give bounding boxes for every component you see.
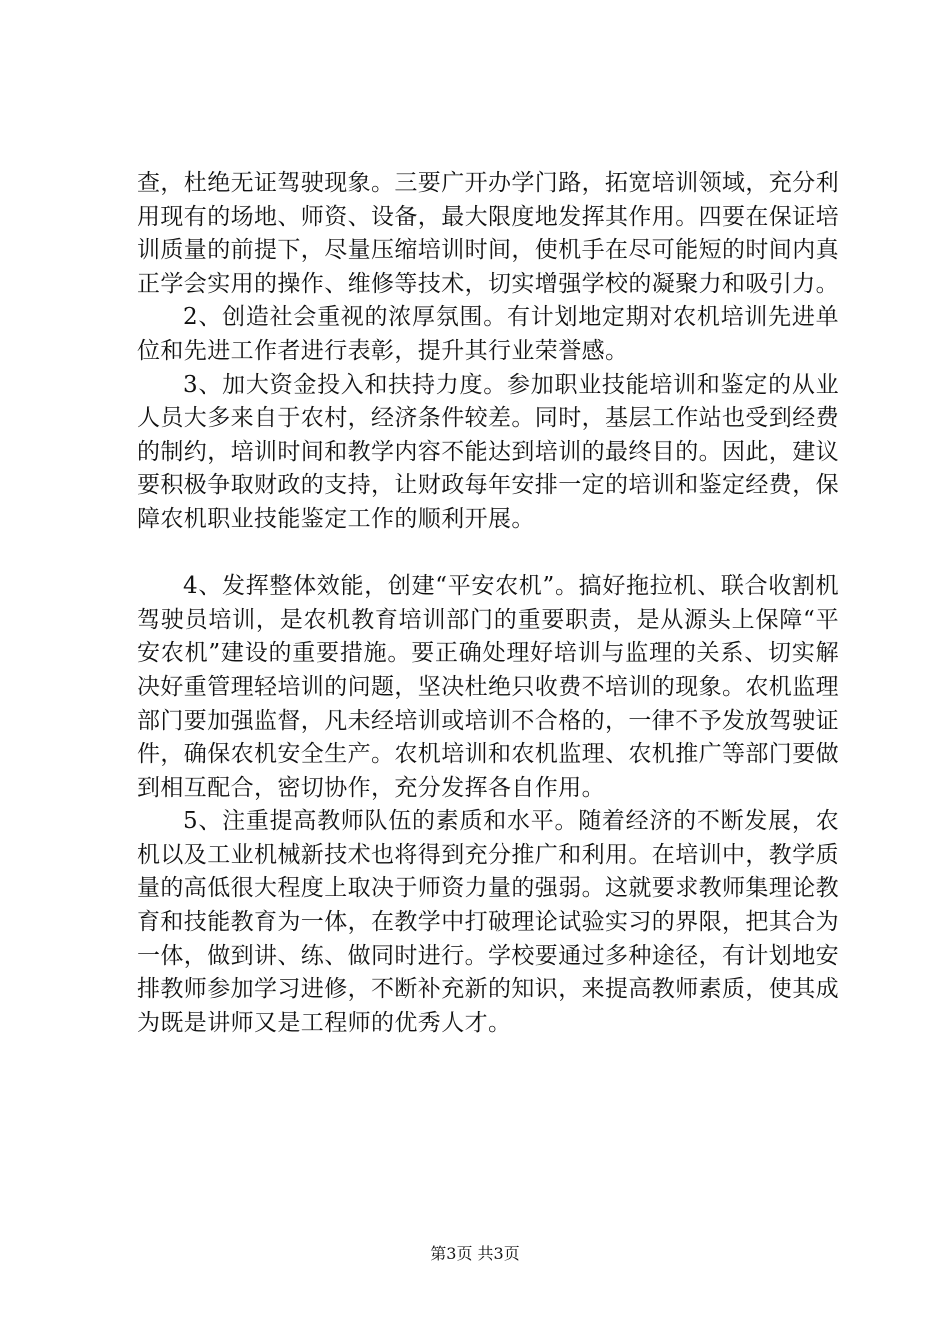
document-body bbox=[137, 167, 839, 1040]
paragraph-item-5: 5、注重提高教师队伍的素质和水平。随着经济的不断发展，农机以及工业机械新技术也将得到充分推广和利用。在培训中，教学质量的高低很大程度上取决于师资力量的强弱。这就要求教师集理论教育和技能教育为一体，在教学中打破理论试验实习的界限，把其合为一体，做到讲、练、做同时进行。学校要通过多种途径，有计划地安排教师参加学习进修，不断补充新的知识，来提高教师素质，使其成为既是讲师又是工程师的优秀人才。 bbox=[137, 808, 839, 1036]
paragraph-continuation: 查，杜绝无证驾驶现象。三要广开办学门路，拓宽培训领域，充分利用现有的场地、师资、设备，最大限度地发挥其作用。四要在保证培训质量的前提下，尽量压缩培训时间，使机手在尽可能短的时间内真正学会实用的操作、维修等技术，切实增强学校的凝聚力和吸引力。 bbox=[137, 170, 839, 297]
paragraph-item-3: 3、加大资金投入和扶持力度。参加职业技能培训和鉴定的从业人员大多来自于农村，经济条件较差。同时，基层工作站也受到经费的制约，培训时间和教学内容不能达到培训的最终目的。因此，建议要积极争取财政的支持，让财政每年安排一定的培训和鉴定经费，保障农机职业技能鉴定工作的顺利开展。 bbox=[137, 371, 839, 532]
page-footer: 第3页 共3页 bbox=[430, 1244, 520, 1263]
paragraph-item-2: 2、创造社会重视的浓厚氛围。有计划地定期对农机培训先进单位和先进工作者进行表彰，提升其行业荣誉感。 bbox=[137, 304, 839, 364]
paragraph-item-4: 4、发挥整体效能，创建“平安农机”。搞好拖拉机、联合收割机驾驶员培训，是农机教育培训部门的重要职责，是从源头上保障“平安农机”建设的重要措施。要正确处理好培训与监理的关系、切实解决好重管理轻培训的问题，坚决杜绝只收费不培训的现象。农机监理部门要加强监督，凡未经培训或培训不合格的，一律不予发放驾驶证件，确保农机安全生产。农机培训和农机监理、农机推广等部门要做到相互配合，密切协作，充分发挥各自作用。 bbox=[137, 573, 839, 801]
paragraph-spacer bbox=[137, 537, 839, 571]
